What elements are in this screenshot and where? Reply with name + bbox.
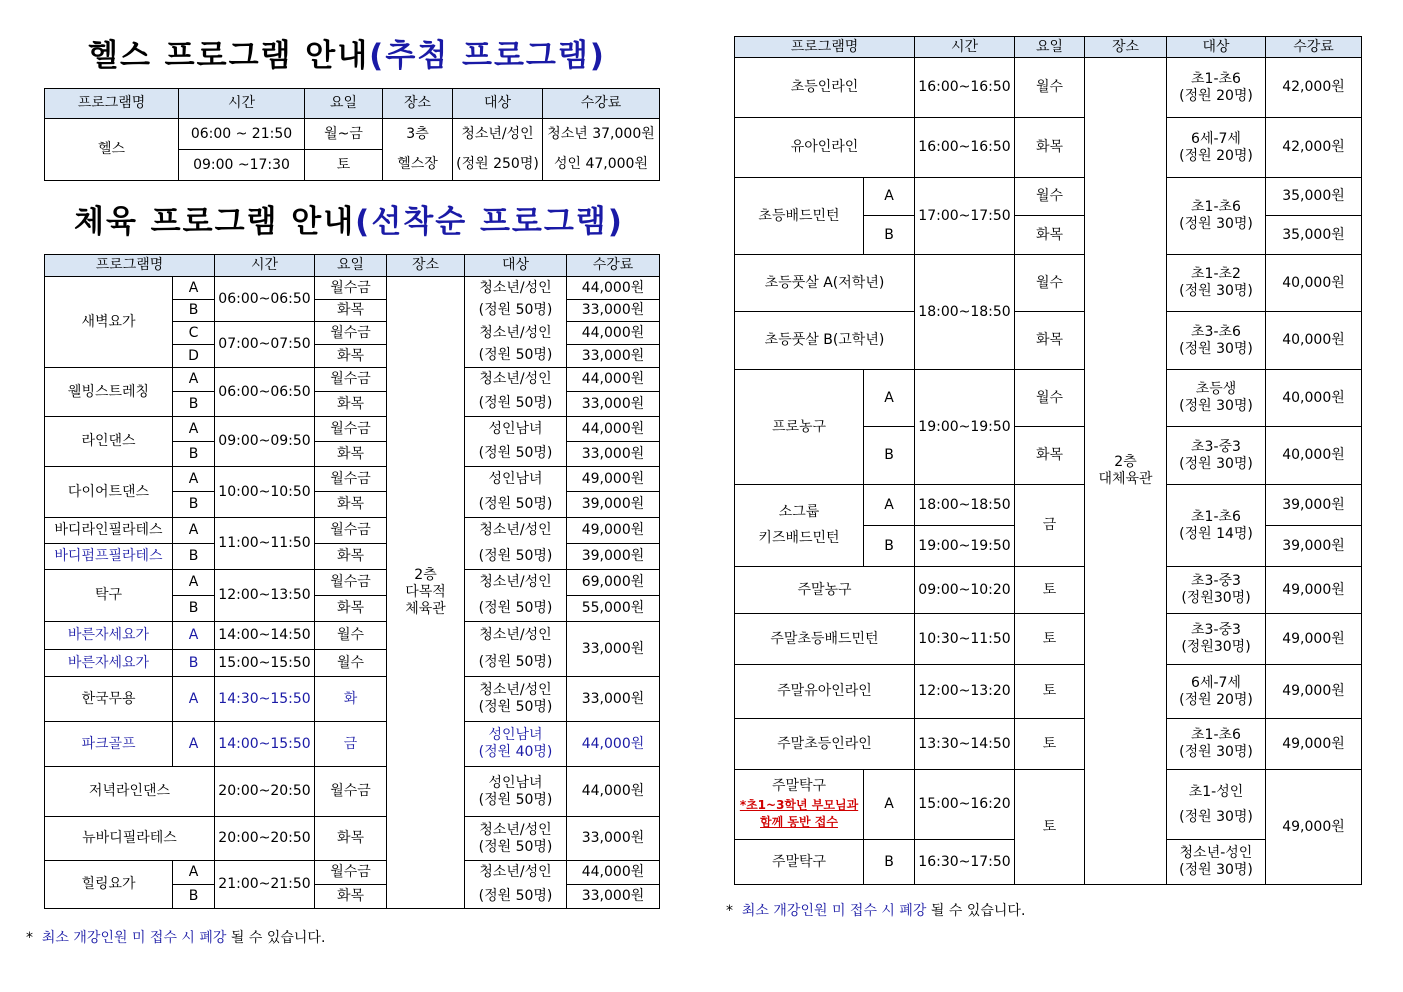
program-name: 라인댄스 — [45, 417, 173, 467]
fee-cell: 42,000원 — [1266, 58, 1362, 118]
target-line: 6세-7세 — [1191, 130, 1241, 147]
day-cell: 화목 — [315, 885, 387, 909]
section-label: A — [864, 178, 915, 216]
target-cell — [1167, 614, 1266, 665]
target-line: (정원 30명) — [1179, 744, 1253, 760]
header-place: 장소 — [383, 89, 453, 119]
section-label: D — [173, 345, 215, 368]
target-cell: 성인남녀 — [465, 417, 567, 442]
parent-note: 함께 동반 접수 — [760, 815, 838, 829]
target-cell — [465, 817, 567, 861]
day-cell: 화목 — [315, 345, 387, 368]
target-cell: (정원 250명) — [453, 150, 543, 181]
parent-note: *초1~3학년 부모님과 — [739, 798, 859, 812]
place-cell — [387, 277, 465, 909]
section-label: A — [864, 770, 915, 840]
section-label: A — [173, 677, 215, 722]
target-cell: (정원 50명) — [465, 492, 567, 518]
section-label: B — [173, 442, 215, 467]
fee-cell: 33,000원 — [567, 392, 660, 417]
program-name: 주말농구 — [735, 567, 915, 614]
day-cell: 월수 — [315, 622, 387, 650]
program-name: 웰빙스트레칭 — [45, 368, 173, 417]
day-cell: 월~금 — [305, 119, 383, 150]
fee-cell: 35,000원 — [1266, 178, 1362, 216]
target-line: (정원 30명) — [1179, 398, 1253, 414]
target-cell — [465, 677, 567, 722]
section-label: B — [173, 300, 215, 322]
fee-cell: 39,000원 — [567, 544, 660, 570]
target-cell — [1167, 118, 1266, 178]
day-cell: 월수금 — [315, 417, 387, 442]
section-label: A — [173, 277, 215, 300]
fee-cell: 44,000원 — [567, 861, 660, 885]
section-label: B — [864, 427, 915, 485]
day-cell: 월수금 — [315, 767, 387, 817]
section-label: B — [173, 596, 215, 622]
time-cell: 09:00 ~17:30 — [179, 150, 305, 181]
day-cell: 토 — [1015, 567, 1085, 614]
target-line: 초1-초6 — [1191, 727, 1241, 743]
target-line: (정원 40명) — [478, 744, 553, 760]
program-name: 주말초등배드민턴 — [735, 614, 915, 665]
section-label: A — [864, 485, 915, 526]
day-cell: 월수금 — [315, 861, 387, 885]
fee-cell: 33,000원 — [567, 817, 660, 861]
fee-cell: 35,000원 — [1266, 216, 1362, 255]
place-cell: 헬스장 — [383, 150, 453, 181]
place-line: 체육관 — [405, 601, 446, 617]
day-cell: 화목 — [315, 300, 387, 322]
fee-cell: 33,000원 — [567, 442, 660, 467]
fee-cell: 44,000원 — [567, 322, 660, 345]
day-cell: 월수금 — [315, 570, 387, 596]
day-cell: 화목 — [315, 492, 387, 518]
day-cell: 월수금 — [315, 467, 387, 492]
fee-cell: 33,000원 — [567, 622, 660, 677]
place-cell: 3층 — [383, 119, 453, 150]
program-name: 탁구 — [45, 570, 173, 622]
target-cell: (정원 50명) — [465, 650, 567, 677]
program-name: 파크골프 — [45, 722, 173, 767]
day-cell: 화목 — [315, 596, 387, 622]
target-line: 초1-성인 — [1188, 783, 1244, 800]
day-cell: 월수 — [1015, 370, 1085, 427]
target-line: (정원 50명) — [478, 699, 553, 715]
program-name: 주말초등인라인 — [735, 719, 915, 770]
program-name: 저녁라인댄스 — [45, 767, 215, 817]
header-time: 시간 — [179, 89, 305, 119]
fee-cell: 33,000원 — [567, 885, 660, 909]
target-line: 초3-초6 — [1191, 323, 1241, 340]
day-cell: 화목 — [1015, 427, 1085, 485]
target-cell — [1167, 485, 1266, 567]
day-cell: 월수금 — [315, 277, 387, 300]
section-label: A — [173, 368, 215, 392]
time-cell: 16:00~16:50 — [915, 58, 1015, 118]
target-line: (정원 30명) — [1179, 808, 1253, 825]
section-label: B — [864, 216, 915, 255]
day-cell: 화 — [315, 677, 387, 722]
fee-cell: 39,000원 — [1266, 485, 1362, 526]
header-day: 요일 — [1015, 37, 1085, 58]
day-cell: 화목 — [1015, 216, 1085, 255]
time-cell: 10:30~11:50 — [915, 614, 1015, 665]
day-cell: 금 — [1015, 485, 1085, 567]
target-line: 초3-중3 — [1191, 622, 1241, 638]
time-cell: 16:00~16:50 — [915, 118, 1015, 178]
target-cell: 성인남녀 — [465, 467, 567, 492]
day-cell: 화목 — [315, 817, 387, 861]
target-cell: 청소년/성인 — [465, 570, 567, 596]
time-cell: 21:00~21:50 — [215, 861, 315, 909]
time-cell: 13:30~14:50 — [915, 719, 1015, 770]
header-place: 장소 — [387, 255, 465, 277]
day-cell: 화목 — [315, 544, 387, 570]
sports-table-left — [44, 254, 660, 909]
place-cell — [1085, 58, 1167, 885]
target-line: (정원 50명) — [478, 791, 553, 808]
header-program: 프로그램명 — [45, 255, 215, 277]
target-cell — [1167, 567, 1266, 614]
target-cell — [1167, 770, 1266, 840]
time-cell: 12:00~13:20 — [915, 665, 1015, 719]
target-line: 초1-초6 — [1191, 70, 1241, 87]
day-cell: 화목 — [1015, 118, 1085, 178]
target-cell — [1167, 427, 1266, 485]
program-name: 다이어트댄스 — [45, 467, 173, 518]
fee-cell: 49,000원 — [1266, 614, 1362, 665]
target-line: (정원 50명) — [478, 838, 553, 855]
fee-cell: 40,000원 — [1266, 427, 1362, 485]
program-name-line: 주말탁구 — [771, 778, 827, 794]
section-label: A — [173, 467, 215, 492]
target-line: 성인남녀 — [488, 774, 543, 791]
section-label: B — [173, 492, 215, 518]
target-cell — [1167, 58, 1266, 118]
target-cell — [1167, 665, 1266, 719]
program-name: 초등배드민턴 — [735, 178, 864, 255]
time-cell: 15:00~16:20 — [915, 770, 1015, 840]
program-name: 새벽요가 — [45, 277, 173, 368]
program-name: 바디라인필라테스 — [45, 518, 173, 544]
fee-cell: 청소년 37,000원 — [543, 119, 660, 150]
header-day: 요일 — [315, 255, 387, 277]
program-name: 뉴바디필라테스 — [45, 817, 215, 861]
time-cell: 06:00~06:50 — [215, 368, 315, 417]
target-cell: (정원 50명) — [465, 392, 567, 417]
day-cell: 화목 — [315, 442, 387, 467]
target-cell: (정원 50명) — [465, 885, 567, 909]
fee-cell: 49,000원 — [567, 518, 660, 544]
program-name: 힐링요가 — [45, 861, 173, 909]
time-cell: 09:00~10:20 — [915, 567, 1015, 614]
target-cell: 청소년/성인 — [465, 322, 567, 345]
target-line: (정원 30명) — [1179, 340, 1253, 357]
health-title: 헬스 프로그램 안내(추첨 프로그램) — [88, 38, 606, 74]
header-fee: 수강료 — [1266, 37, 1362, 58]
day-cell: 월수금 — [315, 322, 387, 345]
day-cell: 월수 — [1015, 58, 1085, 118]
program-name: 바디펌프필라테스 — [45, 544, 173, 570]
target-cell: 청소년/성인 — [465, 861, 567, 885]
fee-cell: 49,000원 — [1266, 719, 1362, 770]
time-cell: 10:00~10:50 — [215, 467, 315, 518]
target-line: (정원 30명) — [1179, 283, 1253, 299]
target-cell — [1167, 370, 1266, 427]
program-name — [735, 770, 864, 840]
header-target: 대상 — [1167, 37, 1266, 58]
target-cell — [1167, 719, 1266, 770]
program-name — [735, 485, 864, 567]
section-label: A — [173, 417, 215, 442]
day-cell: 월수 — [315, 650, 387, 677]
day-cell: 토 — [305, 150, 383, 181]
time-cell: 06:00 ~ 21:50 — [179, 119, 305, 150]
header-fee: 수강료 — [543, 89, 660, 119]
day-cell: 화목 — [315, 392, 387, 417]
place-line: 다목적 — [405, 584, 446, 600]
day-cell: 월수 — [1015, 178, 1085, 216]
target-line: 6세-7세 — [1191, 674, 1241, 691]
fee-cell: 33,000원 — [567, 677, 660, 722]
target-cell: (정원 50명) — [465, 300, 567, 322]
target-line: (정원30명) — [1181, 590, 1251, 606]
time-cell: 16:30~17:50 — [915, 840, 1015, 885]
fee-cell: 33,000원 — [567, 345, 660, 368]
day-cell: 토 — [1015, 719, 1085, 770]
fee-cell: 39,000원 — [1266, 526, 1362, 567]
sports-table-right — [734, 36, 1362, 885]
target-cell: 청소년/성인 — [453, 119, 543, 150]
target-cell: (정원 50명) — [465, 596, 567, 622]
sports-title: 체육 프로그램 안내(선착순 프로그램) — [74, 204, 624, 240]
section-label: A — [173, 722, 215, 767]
fee-cell: 44,000원 — [567, 277, 660, 300]
target-cell — [1167, 312, 1266, 370]
header-day: 요일 — [305, 89, 383, 119]
target-cell — [1167, 840, 1266, 885]
day-cell: 금 — [315, 722, 387, 767]
time-cell: 14:00~15:50 — [215, 722, 315, 767]
target-line: 초3-중3 — [1191, 438, 1241, 455]
program-name: 초등풋살 B(고학년) — [735, 312, 915, 370]
target-cell — [1167, 178, 1266, 255]
header-place: 장소 — [1085, 37, 1167, 58]
target-line: 초1-초6 — [1191, 199, 1241, 215]
time-cell: 20:00~20:50 — [215, 767, 315, 817]
day-cell: 토 — [1015, 665, 1085, 719]
fee-cell: 44,000원 — [567, 722, 660, 767]
fee-cell: 39,000원 — [567, 492, 660, 518]
fee-cell: 42,000원 — [1266, 118, 1362, 178]
program-name-line: 키즈배드민턴 — [758, 530, 840, 546]
target-cell: 청소년/성인 — [465, 622, 567, 650]
program-name: 바른자세요가 — [45, 650, 173, 677]
fee-cell: 55,000원 — [567, 596, 660, 622]
section-label: B — [173, 392, 215, 417]
target-line: 초등생 — [1195, 381, 1237, 397]
place-line: 대체육관 — [1098, 471, 1153, 487]
target-cell: (정원 50명) — [465, 442, 567, 467]
target-cell: 청소년/성인 — [465, 277, 567, 300]
time-cell: 14:00~14:50 — [215, 622, 315, 650]
section-label: B — [864, 526, 915, 567]
section-label: A — [173, 861, 215, 885]
section-label: B — [864, 840, 915, 885]
target-cell: (정원 50명) — [465, 345, 567, 368]
target-line: 청소년/성인 — [479, 821, 552, 838]
fee-cell: 49,000원 — [1266, 665, 1362, 719]
section-label: B — [173, 650, 215, 677]
section-label: A — [173, 518, 215, 544]
header-time: 시간 — [915, 37, 1015, 58]
header-program: 프로그램명 — [45, 89, 179, 119]
target-cell — [1167, 255, 1266, 312]
section-label: B — [173, 885, 215, 909]
program-name: 주말유아인라인 — [735, 665, 915, 719]
program-name: 유아인라인 — [735, 118, 915, 178]
time-cell: 09:00~09:50 — [215, 417, 315, 467]
header-program: 프로그램명 — [735, 37, 915, 58]
day-cell: 월수 — [1015, 255, 1085, 312]
program-name: 헬스 — [45, 119, 179, 181]
time-cell: 12:00~13:50 — [215, 570, 315, 622]
fee-cell: 49,000원 — [1266, 567, 1362, 614]
target-line: (정원 20명) — [1179, 87, 1253, 104]
program-name-line: 소그룹 — [778, 504, 820, 520]
fee-cell: 49,000원 — [567, 467, 660, 492]
target-cell: (정원 50명) — [465, 544, 567, 570]
target-cell: 청소년/성인 — [465, 368, 567, 392]
time-cell: 14:30~15:50 — [215, 677, 315, 722]
time-cell: 17:00~17:50 — [915, 178, 1015, 255]
target-line: 초1-초6 — [1191, 508, 1241, 525]
target-line: (정원 30명) — [1179, 862, 1253, 878]
fee-cell: 44,000원 — [567, 417, 660, 442]
place-line: 2층 — [414, 567, 437, 583]
header-target: 대상 — [465, 255, 567, 277]
fee-cell: 49,000원 — [1266, 770, 1362, 885]
time-cell: 19:00~19:50 — [915, 526, 1015, 567]
target-line: (정원 14명) — [1179, 525, 1253, 542]
fee-cell: 40,000원 — [1266, 370, 1362, 427]
target-line: (정원 20명) — [1179, 691, 1253, 708]
program-name: 한국무용 — [45, 677, 173, 722]
fee-cell: 44,000원 — [567, 368, 660, 392]
header-time: 시간 — [215, 255, 315, 277]
place-line: 2층 — [1114, 454, 1137, 470]
section-label: A — [173, 622, 215, 650]
day-cell: 토 — [1015, 770, 1085, 885]
time-cell: 20:00~20:50 — [215, 817, 315, 861]
section-label: A — [173, 570, 215, 596]
section-label: B — [173, 544, 215, 570]
section-label: C — [173, 322, 215, 345]
day-cell: 토 — [1015, 614, 1085, 665]
target-line: (정원 30명) — [1179, 455, 1253, 472]
day-cell: 화목 — [1015, 312, 1085, 370]
target-cell — [465, 722, 567, 767]
target-line: 초3-중3 — [1191, 573, 1241, 589]
target-cell: 청소년/성인 — [465, 518, 567, 544]
fee-cell: 성인 47,000원 — [543, 150, 660, 181]
time-cell: 15:00~15:50 — [215, 650, 315, 677]
program-name: 바른자세요가 — [45, 622, 173, 650]
fee-cell: 40,000원 — [1266, 255, 1362, 312]
time-cell: 18:00~18:50 — [915, 255, 1015, 370]
program-name: 프로농구 — [735, 370, 864, 485]
header-target: 대상 — [453, 89, 543, 119]
target-line: 청소년/성인 — [479, 682, 552, 698]
fee-cell: 69,000원 — [567, 570, 660, 596]
health-table — [44, 88, 660, 181]
target-line: (정원30명) — [1181, 639, 1251, 655]
target-line: (정원 30명) — [1179, 216, 1253, 232]
target-line: 성인남녀 — [488, 727, 543, 743]
time-cell: 18:00~18:50 — [915, 485, 1015, 526]
fee-cell: 33,000원 — [567, 300, 660, 322]
time-cell: 07:00~07:50 — [215, 322, 315, 368]
target-cell — [465, 767, 567, 817]
program-name: 주말탁구 — [735, 840, 864, 885]
closure-note-right: * 최소 개강인원 미 접수 시 폐강 될 수 있습니다. — [726, 903, 1026, 919]
header-fee: 수강료 — [567, 255, 660, 277]
day-cell: 월수금 — [315, 518, 387, 544]
section-label: A — [864, 370, 915, 427]
target-line: (정원 20명) — [1179, 147, 1253, 164]
closure-note-left: * 최소 개강인원 미 접수 시 폐강 될 수 있습니다. — [26, 930, 326, 946]
time-cell: 11:00~11:50 — [215, 518, 315, 570]
time-cell: 06:00~06:50 — [215, 277, 315, 322]
time-cell: 19:00~19:50 — [915, 370, 1015, 485]
fee-cell: 44,000원 — [567, 767, 660, 817]
target-line: 초1-초2 — [1191, 266, 1241, 282]
fee-cell: 40,000원 — [1266, 312, 1362, 370]
program-name: 초등풋살 A(저학년) — [735, 255, 915, 312]
target-line: 청소년-성인 — [1179, 845, 1253, 861]
day-cell: 월수금 — [315, 368, 387, 392]
program-name: 초등인라인 — [735, 58, 915, 118]
